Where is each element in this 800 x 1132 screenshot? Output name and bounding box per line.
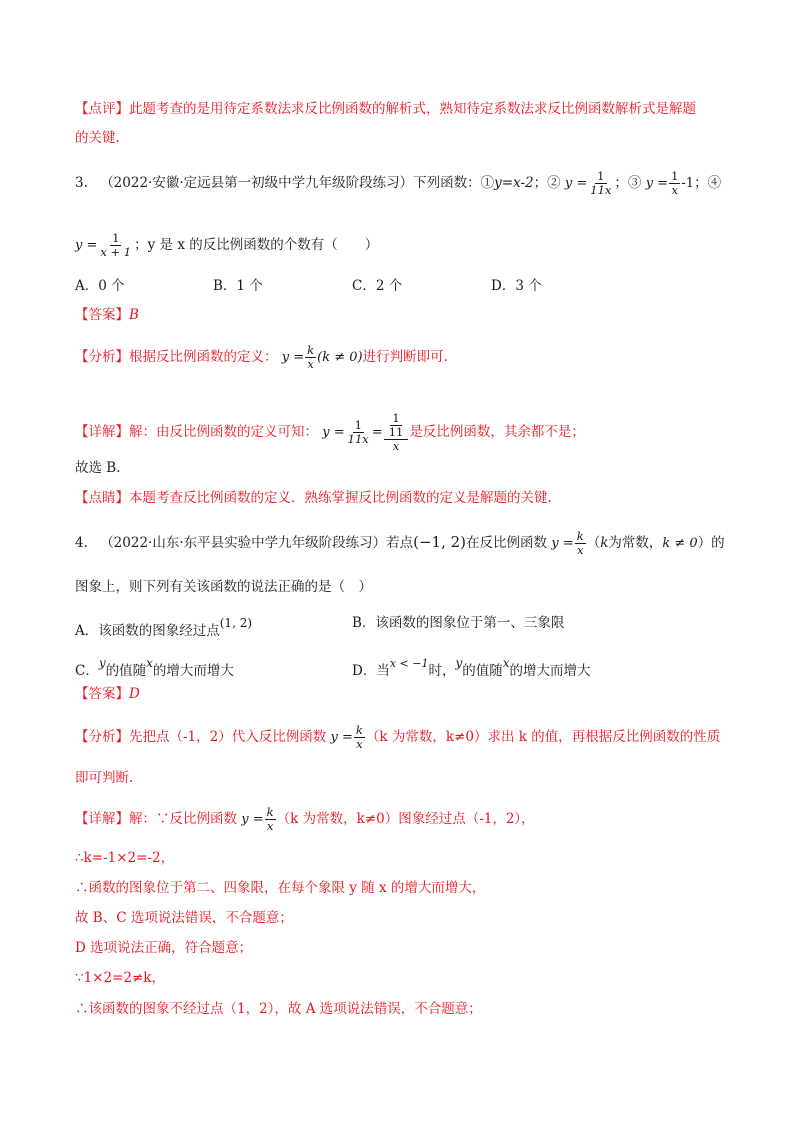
f2-lhs: y = xyxy=(564,176,588,191)
formula-fraction xyxy=(305,344,316,371)
f4-num: 1 xyxy=(112,231,120,245)
step-line: D 选项说法正确，符合题意； xyxy=(75,940,253,956)
q3-option-c[interactable]: C．2 个 xyxy=(352,278,403,294)
formula-fraction xyxy=(354,724,365,751)
detail-eq: = xyxy=(371,425,383,440)
definition-formula xyxy=(281,343,363,371)
stem-sep: ；④ xyxy=(694,175,722,191)
stem-text: 下列函数：① xyxy=(413,175,495,191)
analysis-text: （k 为常数，k≠0）求出 k 的值，再根据反比例函数的性质 xyxy=(365,729,721,745)
option-text: 的值随 xyxy=(105,663,147,679)
detail-formula xyxy=(241,805,276,833)
option-text: C． xyxy=(75,663,99,679)
formula-lhs: y = xyxy=(330,730,353,745)
answer-value: B xyxy=(129,307,139,323)
q3-stem-line2 xyxy=(75,232,378,259)
formula-num: k xyxy=(355,723,363,737)
detail-formula xyxy=(322,411,409,453)
stem-sep: ；③ xyxy=(614,175,642,191)
answer-tag: 【答案】 xyxy=(75,307,129,323)
f3-lhs: y = xyxy=(645,176,669,191)
option-text: 的增大而增大 xyxy=(509,663,591,679)
detail-fraction xyxy=(346,419,371,446)
f4-lhs: y = xyxy=(75,238,98,253)
function-2 xyxy=(564,169,615,197)
option-text: 的增大而增大 xyxy=(152,663,234,679)
q4-option-c[interactable] xyxy=(75,653,234,681)
q4-option-d[interactable] xyxy=(352,653,591,681)
q3-option-b[interactable]: B．1 个 xyxy=(213,278,263,294)
analysis-text: 进行判断即可. xyxy=(362,349,448,365)
formula-fraction xyxy=(265,806,276,833)
option-text: A．该函数的图象经过点 xyxy=(75,623,220,639)
constant-k: k xyxy=(600,535,609,551)
analysis-text: 根据反比例函数的定义： xyxy=(129,349,278,365)
question-source: （2022·山东·东平县实验中学九年级阶段练习） xyxy=(100,535,387,551)
question-source: （2022·安徽·定远县第一初级中学九年级阶段练习） xyxy=(100,175,414,191)
detail-tag: 【详解】 xyxy=(75,424,129,440)
detail-tag: 【详解】 xyxy=(75,811,129,827)
stem-text: 若点 xyxy=(386,535,414,551)
f3-num: 1 xyxy=(671,169,679,183)
q3-conclusion: 故选 B. xyxy=(75,460,121,476)
detail-num: 1 xyxy=(354,418,362,432)
q4-stem-line2: 图象上，则下列有关该函数的说法正确的是（ ） xyxy=(75,579,372,595)
formula-den: x xyxy=(307,357,314,371)
f3-den: x xyxy=(671,183,678,197)
complex-num xyxy=(384,412,409,440)
stem-text: 在反比例函数 xyxy=(466,535,548,551)
complex-den: x xyxy=(392,439,400,453)
stem-text: （ xyxy=(586,535,601,551)
formula-lhs: y = xyxy=(281,350,305,365)
function-num: k xyxy=(576,529,584,543)
q4-option-b[interactable]: B．该函数的图象位于第一、三象限 xyxy=(352,615,565,631)
k-condition: k ≠ 0 xyxy=(662,536,698,551)
q3-detail xyxy=(75,412,585,453)
stem-sep: ；② xyxy=(533,175,561,191)
detail-text: （k 为常数，k≠0）图象经过点（-1，2）， xyxy=(276,811,535,827)
inner-num: 1 xyxy=(392,411,400,425)
step-line: ∴函数的图象位于第二、四象限，在每个象限 y 随 x 的增大而增大， xyxy=(75,880,486,896)
step-line: 故 B、C 选项说法错误，不合题意； xyxy=(75,910,293,926)
q4-detail xyxy=(75,806,535,833)
q4-answer xyxy=(75,684,140,704)
var-y: y xyxy=(98,656,106,670)
q4-stem-line1 xyxy=(75,530,725,557)
q3-option-a[interactable]: A．0 个 xyxy=(75,278,125,294)
detail-text: 是反比例函数，其余都不是； xyxy=(409,424,585,440)
function-1: y=x-2 xyxy=(494,175,534,191)
f4-den: x + 1 xyxy=(100,245,132,259)
analysis-text: 先把点（-1，2）代入反比例函数 xyxy=(129,729,327,745)
x-condition: x < −1 xyxy=(389,657,429,670)
step-line: ∴k=-1×2=-2， xyxy=(75,850,175,866)
detail-den: 11x xyxy=(347,432,369,446)
option-text: 的值随 xyxy=(462,663,503,679)
analysis-tag: 【分析】 xyxy=(75,729,129,745)
q3-comment xyxy=(75,488,552,508)
q4-analysis-line2: 即可判断. xyxy=(75,770,134,786)
f2-fraction xyxy=(588,170,613,197)
var-x: x xyxy=(146,656,153,670)
inverse-function xyxy=(551,529,586,557)
f2-num: 1 xyxy=(597,169,605,183)
comment-text: 本题考查反比例函数的定义．熟练掌握反比例函数的定义是解题的关键. xyxy=(129,490,552,506)
var-y: y xyxy=(455,656,463,670)
f2-den: 11x xyxy=(590,183,612,197)
q3-stem-line1 xyxy=(75,170,721,197)
formula-num: k xyxy=(266,805,274,819)
question-number: 3. xyxy=(75,175,88,191)
f4-fraction xyxy=(98,232,133,259)
answer-tag: 【答案】 xyxy=(75,686,129,702)
step-line: ∵1×2=2≠k， xyxy=(75,970,165,986)
formula-den: x xyxy=(356,737,363,751)
step-line: ∴该函数的图象不经过点（1，2），故 A 选项说法错误，不合题意； xyxy=(75,1001,482,1017)
q3-answer xyxy=(75,305,139,325)
option-text: D．当 xyxy=(352,663,390,679)
option-text: 时， xyxy=(428,663,456,679)
formula-condition: (k ≠ 0) xyxy=(317,350,363,365)
analysis-tag: 【分析】 xyxy=(75,349,129,365)
formula-lhs: y = xyxy=(241,812,264,827)
detail-text: 解：由反比例函数的定义可知： xyxy=(129,424,318,440)
detail-text: 解：∵反比例函数 xyxy=(129,811,237,827)
stem-text: 为常数， xyxy=(608,535,663,551)
function-fraction xyxy=(575,530,586,557)
question-number: 4. xyxy=(75,535,88,551)
function-lhs: y = xyxy=(551,536,574,551)
q2-review-line2: 的关键. xyxy=(75,130,120,146)
inner-den: 11 xyxy=(388,425,404,439)
q3-option-d[interactable]: D．3 个 xyxy=(491,278,542,294)
function-den: x xyxy=(576,543,584,557)
answer-value: D xyxy=(129,686,140,702)
stem-text: ）的 xyxy=(697,535,725,551)
f3-tail: -1 xyxy=(681,176,695,191)
point-coordinate: (−1, 2) xyxy=(413,533,467,551)
formula-num: k xyxy=(307,343,315,357)
complex-fraction xyxy=(384,412,409,453)
var-x: x xyxy=(502,656,510,670)
review-tag: 【点评】 xyxy=(75,101,129,117)
inner-fraction xyxy=(387,412,406,439)
option-point: (1, 2) xyxy=(219,616,253,630)
stem-text: ；y 是 x 的反比例函数的个数有（ ） xyxy=(134,237,379,253)
analysis-formula xyxy=(330,723,366,751)
detail-lhs: y = xyxy=(322,425,345,440)
f3-fraction xyxy=(669,170,680,197)
q3-analysis xyxy=(75,344,448,371)
q4-option-a[interactable] xyxy=(75,613,252,641)
function-3 xyxy=(645,169,695,197)
formula-den: x xyxy=(266,819,274,833)
review-text: 此题考查的是用待定系数法求反比例函数的解析式，熟知待定系数法求反比例函数解析式是解题 xyxy=(129,101,696,117)
q2-review-line1 xyxy=(75,99,696,119)
function-4 xyxy=(75,231,134,259)
comment-tag: 【点睛】 xyxy=(75,490,129,506)
q4-analysis-line1 xyxy=(75,724,720,751)
